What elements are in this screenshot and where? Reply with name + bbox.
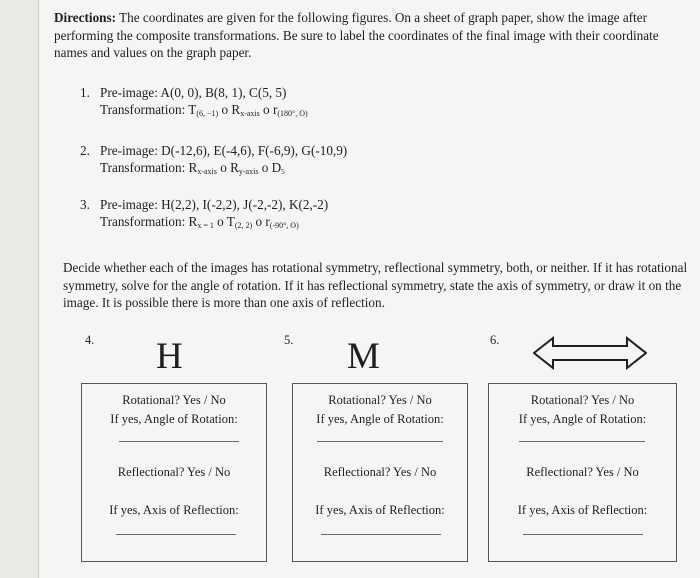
axis-of-reflection-prompt: If yes, Axis of Reflection:: [517, 503, 648, 517]
transform-subscript: (180°, O): [277, 109, 308, 118]
transform-subscript: 5: [281, 168, 285, 176]
angle-of-rotation-prompt: If yes, Angle of Rotation:: [518, 412, 647, 426]
answer-line[interactable]: [116, 534, 236, 535]
transformation-label: Transformation:: [100, 102, 189, 117]
answer-line[interactable]: [317, 441, 443, 442]
answer-box-5: [292, 383, 468, 562]
directions-label: Directions:: [54, 10, 117, 25]
angle-of-rotation-prompt: If yes, Angle of Rotation:: [110, 412, 238, 426]
answer-line[interactable]: [321, 534, 441, 535]
page-edge: [38, 0, 39, 578]
answer-box-6: [488, 383, 677, 562]
transformation-label: Transformation:: [100, 214, 189, 229]
preimage-text: Pre-image: H(2,2), I(-2,2), J(-2,-2), K(2,-2): [100, 197, 329, 212]
figure-letter-h: H: [156, 336, 183, 377]
transform-subscript: x = 1: [197, 221, 214, 230]
problem-3: [80, 196, 328, 234]
question-number-5: 5.: [284, 333, 294, 347]
symmetry-instructions: Decide whether each of the images has rotational symmetry, reflectional symmetry, both, or neither. If it has rotational symmetry, solve for the angle of rotation. If it has reflectional symmetry, state the axis of symmetry, or draw it on the image. It is possible there is more than one axis of reflection.: [63, 260, 688, 310]
transformation-line: [80, 101, 308, 122]
transform-symbol: R: [188, 214, 198, 229]
reflectional-question: Reflectional? Yes / No: [117, 465, 231, 479]
answer-box-4: [81, 383, 267, 562]
transformation-line: [80, 213, 328, 234]
transform-symbol: T: [188, 102, 197, 117]
transform-symbol: o T: [213, 214, 235, 229]
transform-subscript: (2, 2): [234, 221, 253, 230]
directions-paragraph: [54, 9, 690, 62]
axis-of-reflection-prompt: If yes, Axis of Reflection:: [315, 503, 445, 517]
transform-symbol: o r: [252, 214, 270, 229]
transform-symbol: o D: [258, 160, 282, 175]
transform-symbol: R: [188, 160, 198, 175]
answer-line[interactable]: [523, 534, 643, 535]
transform-symbol: o r: [259, 102, 278, 117]
problem-2: [80, 142, 347, 181]
reflectional-question: Reflectional? Yes / No: [323, 465, 437, 479]
preimage-text: Pre-image: A(0, 0), B(8, 1), C(5, 5): [100, 85, 287, 100]
problem-number: 3.: [80, 197, 90, 212]
transform-subscript: x-axis: [240, 109, 260, 118]
transform-subscript: (6, −1): [196, 109, 219, 118]
transform-symbol: o R: [216, 160, 239, 175]
transform-subscript: y-axis: [238, 167, 259, 176]
problem-1: [80, 84, 308, 122]
axis-of-reflection-prompt: If yes, Axis of Reflection:: [109, 503, 239, 517]
transformation-line: [80, 159, 347, 181]
preimage-text: Pre-image: D(-12,6), E(-4,6), F(-6,9), G(-10,9): [100, 143, 348, 158]
transform-subscript: (-90°, O): [269, 221, 299, 230]
answer-line[interactable]: [119, 441, 239, 442]
transform-subscript: x-axis: [197, 167, 217, 176]
transformation-label: Transformation:: [100, 160, 189, 175]
transform-symbol: o R: [218, 102, 241, 117]
answer-line[interactable]: [519, 441, 645, 442]
rotational-question: Rotational? Yes / No: [122, 393, 226, 407]
directions-text: The coordinates are given for the following figures. On a sheet of graph paper, show the image after performing the composite transformations. Be sure to label the coordinates of the final image with their coordinate names and values on the graph paper.: [54, 10, 659, 60]
question-number-4: 4.: [85, 333, 95, 347]
reflectional-question: Reflectional? Yes / No: [526, 465, 639, 479]
double-arrow-icon: [533, 336, 647, 370]
figure-letter-m: M: [347, 336, 380, 377]
problem-number: 1.: [80, 85, 90, 100]
angle-of-rotation-prompt: If yes, Angle of Rotation:: [316, 412, 444, 426]
question-number-6: 6.: [490, 333, 500, 347]
rotational-question: Rotational? Yes / No: [530, 393, 635, 407]
problem-number: 2.: [80, 143, 90, 158]
rotational-question: Rotational? Yes / No: [328, 393, 432, 407]
